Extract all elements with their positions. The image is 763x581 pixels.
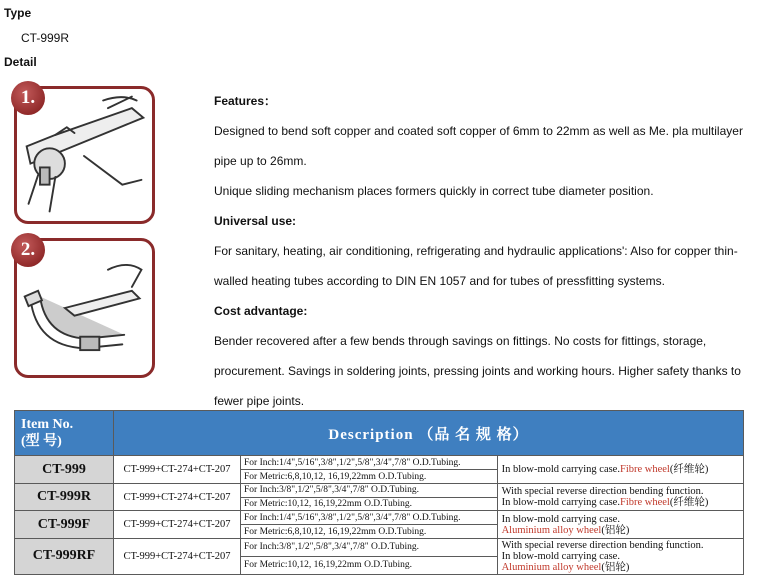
features-text bbox=[214, 86, 762, 416]
table-row bbox=[15, 456, 744, 470]
case-info: With special reverse direction bending function. In blow-mold carrying case.Fibre wheel(纤维轮) bbox=[497, 483, 743, 511]
type-value: CT-999R bbox=[21, 31, 70, 45]
cost-heading: Cost advantage: bbox=[214, 304, 308, 318]
features-heading: Features： bbox=[214, 94, 277, 108]
item-combo: CT-999+CT-274+CT-207 bbox=[114, 511, 241, 539]
features-line-3: Unique sliding mechanism places formers quickly in correct tube diameter position. bbox=[214, 184, 654, 198]
inch-sizes: For Inch:1/4",5/16",3/8",1/2",5/8",3/4",7/8" O.D.Tubing. bbox=[241, 456, 498, 470]
metric-sizes: For Metric:6,8,10,12, 16,19,22mm O.D.Tubing. bbox=[241, 525, 498, 539]
step-1-illustration bbox=[14, 86, 155, 224]
header-item-no: Item No. (型 号) bbox=[15, 411, 114, 456]
item-number: CT-999RF bbox=[15, 538, 114, 574]
item-number: CT-999 bbox=[15, 456, 114, 484]
metric-sizes: For Metric:10,12, 16,19,22mm O.D.Tubing. bbox=[241, 556, 498, 574]
table-row bbox=[15, 538, 744, 556]
cost-line-2: procurement. Savings in soldering joints, pressing joints and working hours. Higher safety thanks to bbox=[214, 364, 741, 378]
spec-header-row bbox=[15, 411, 744, 456]
table-row bbox=[15, 511, 744, 525]
item-number: CT-999F bbox=[15, 511, 114, 539]
metric-sizes: For Metric:10,12, 16,19,22mm O.D.Tubing. bbox=[241, 497, 498, 511]
item-combo: CT-999+CT-274+CT-207 bbox=[114, 538, 241, 574]
inch-sizes: For Inch:3/8",1/2",5/8",3/4",7/8" O.D.Tubing. bbox=[241, 483, 498, 497]
metric-sizes: For Metric:6,8,10,12, 16,19,22mm O.D.Tubing. bbox=[241, 470, 498, 484]
case-info: In blow-mold carrying case.Fibre wheel(纤维轮) bbox=[497, 456, 743, 484]
item-combo: CT-999+CT-274+CT-207 bbox=[114, 456, 241, 484]
inch-sizes: For Inch:3/8",1/2",5/8",3/4",7/8" O.D.Tubing. bbox=[241, 538, 498, 556]
step-2-illustration bbox=[14, 238, 155, 378]
cost-line-3: fewer pipe joints. bbox=[214, 394, 305, 408]
inch-sizes: For Inch:1/4",5/16",3/8",1/2",5/8",3/4",7/8" O.D.Tubing. bbox=[241, 511, 498, 525]
item-number: CT-999R bbox=[15, 483, 114, 511]
case-info: In blow-mold carrying case. Aluminium alloy wheel(铝轮) bbox=[497, 511, 743, 539]
features-line-2: pipe up to 26mm. bbox=[214, 154, 307, 168]
features-line-1: Designed to bend soft copper and coated soft copper of 6mm to 22mm as well as Me. pla multilayer bbox=[214, 124, 743, 138]
universal-line-1: For sanitary, heating, air conditioning, refrigerating and hydraulic applications': Also for copper thin- bbox=[214, 244, 738, 258]
universal-heading: Universal use: bbox=[214, 214, 297, 228]
step-number-2: 2. bbox=[11, 233, 45, 267]
universal-line-2: walled heating tubes according to DIN EN 1057 and for tubes of pressfitting systems. bbox=[214, 274, 665, 288]
case-info: With special reverse direction bending function. In blow-mold carrying case. Aluminium alloy wheel(铝轮) bbox=[497, 538, 743, 574]
header-description: Description （品 名 规 格） bbox=[114, 411, 744, 456]
detail-label: Detail bbox=[4, 55, 37, 69]
item-combo: CT-999+CT-274+CT-207 bbox=[114, 483, 241, 511]
spec-table bbox=[14, 410, 744, 575]
step-number-1: 1. bbox=[11, 81, 45, 115]
cost-line-1: Bender recovered after a few bends through savings on fittings. No costs for fittings, storage, bbox=[214, 334, 707, 348]
type-label: Type bbox=[4, 6, 32, 20]
table-row bbox=[15, 483, 744, 497]
